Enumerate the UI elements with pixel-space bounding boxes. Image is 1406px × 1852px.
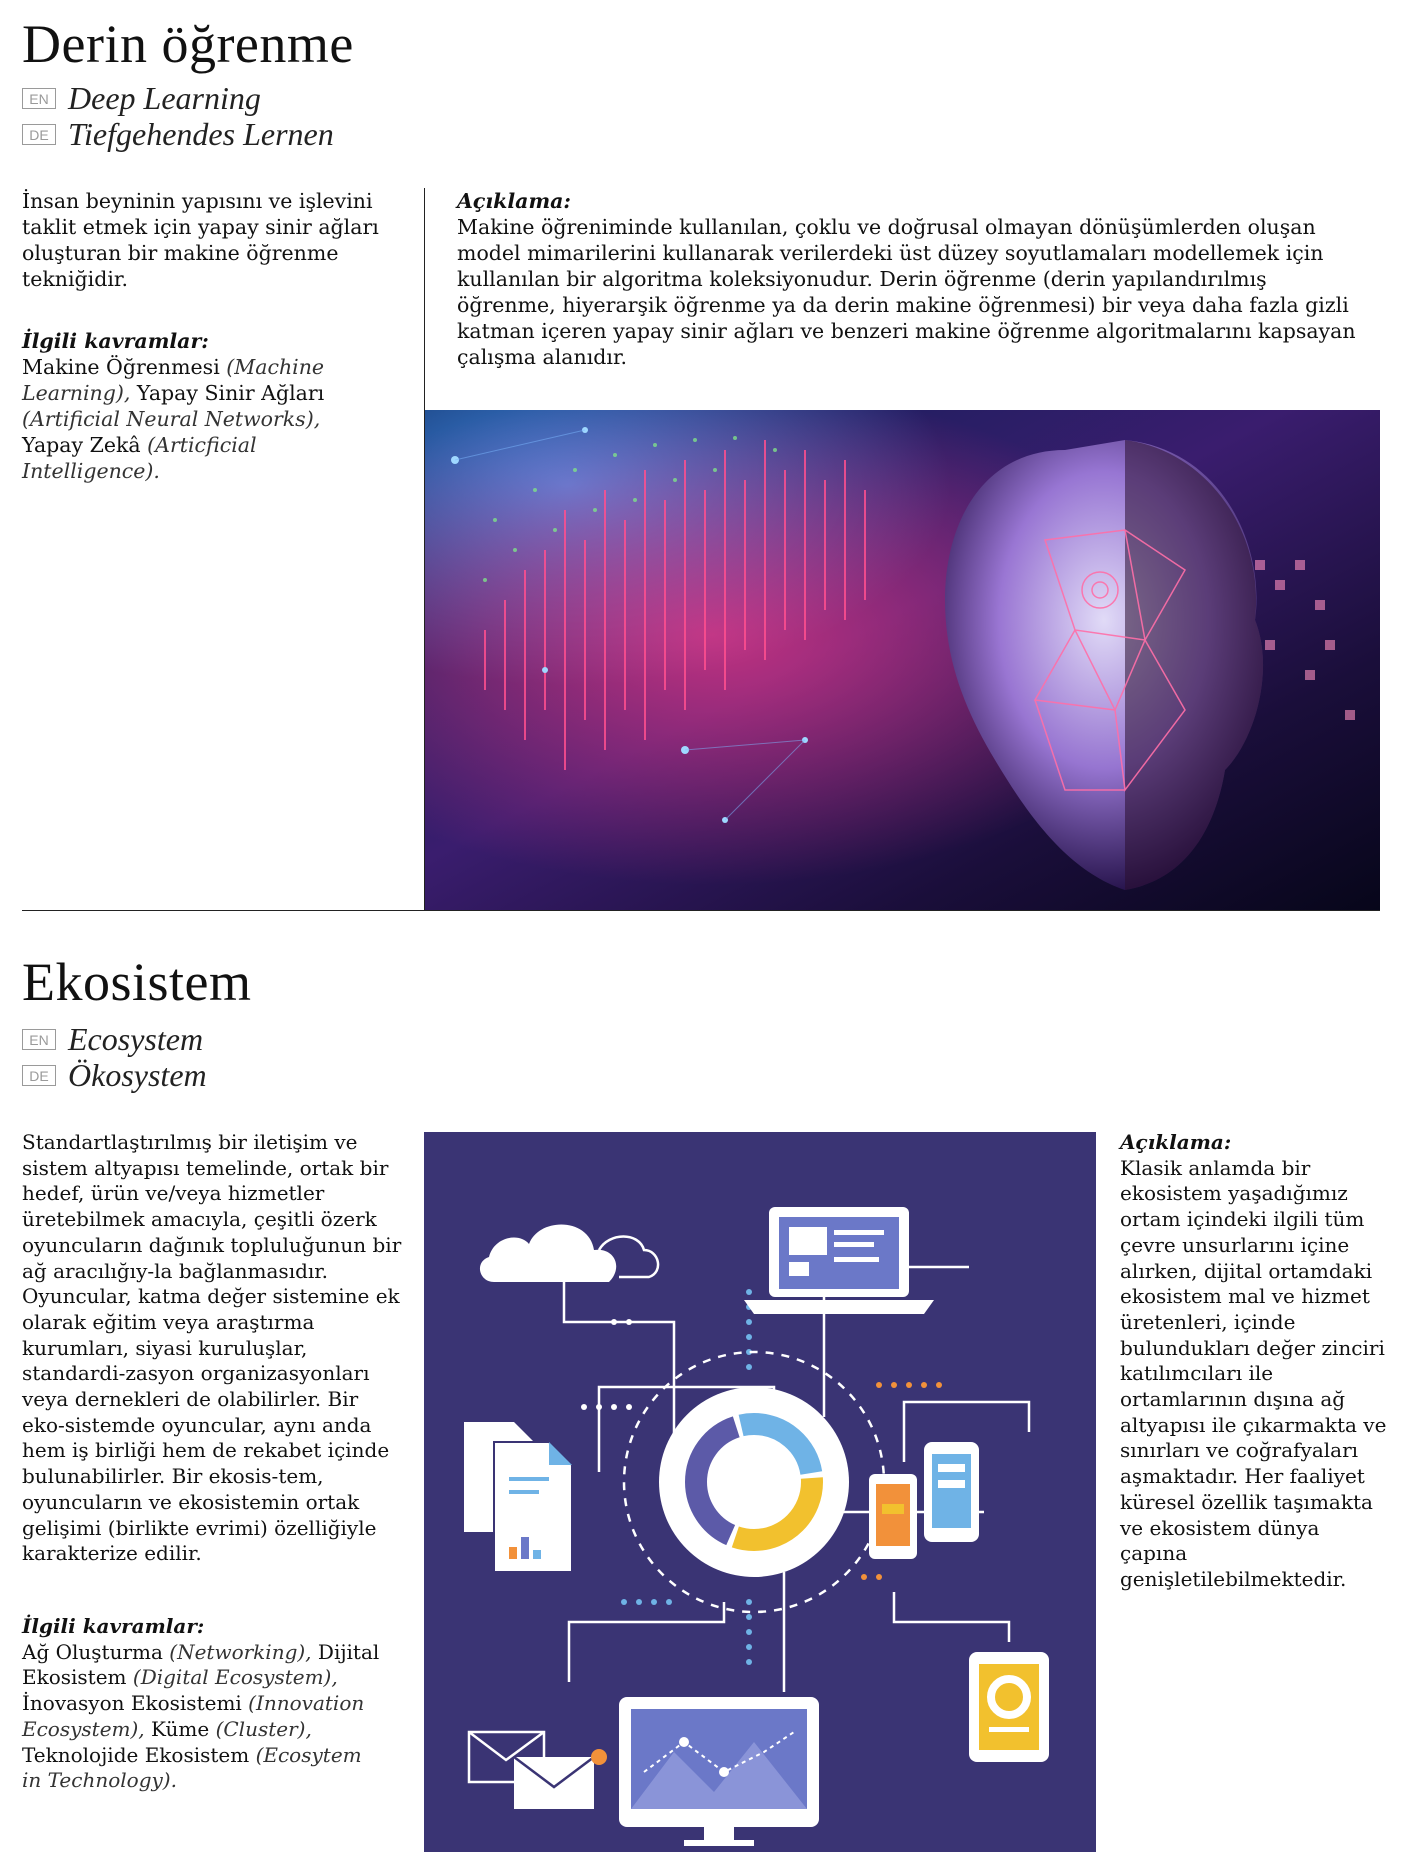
ai-face-illustration [425, 410, 1380, 910]
related-term: Makine Öğrenmesi [22, 355, 220, 379]
ecosystem-illustration [424, 1132, 1096, 1852]
entry1-title: Derin öğrenme [22, 14, 354, 74]
entry2-explain-label: Açıklama: [1120, 1130, 1232, 1154]
related-term: Yapay Zekâ [22, 433, 141, 457]
related-alt: (Machine Learning), [22, 355, 325, 405]
section-divider [22, 910, 1380, 911]
related-alt: (Digital Ecosystem), [126, 1665, 338, 1690]
entry2-de-term: Ökosystem [68, 1056, 207, 1093]
de-tag: DE [22, 1065, 56, 1086]
related-term: Teknolojide Ekosistem [22, 1742, 250, 1767]
entry1-definition: İnsan beyninin yapısını ve işlevini taklit etmek için yapay sinir ağları oluşturan bir makine öğrenme tekniğidir. [22, 189, 379, 291]
related-alt: (Innovation Ecosystem), [22, 1691, 365, 1741]
entry1-de-row [22, 116, 334, 152]
entry1-explanation: Makine öğreniminde kullanılan, çoklu ve doğrusal olmayan dönüşümlerden oluşan model mimarilerini kullanarak verilerdeki üst düzey soyutlamaları modellemek için kullanılan bir algoritma koleksiyonudur. Derin öğrenme (derin yapılandırılmış öğrenme, hiyerarşik öğrenme ya da derin makine öğrenmesi) bir veya daha fazla gizli katman içeren yapay sinir ağları ve benzeri makine öğrenme algoritmalarını kapsayan çalışma alanıdır. [457, 215, 1356, 369]
entry2-definition: Standartlaştırılmış bir iletişim ve sistem altyapısı temelinde, ortak bir hedef, ürün ve/veya hizmetler üretebilmek amacıyla, çeşitli özerk oyuncuların dağınık topluluğunun bir ağ aracılığıy-la bağlanmasıdır. Oyuncular, katma değer sistemine ek olarak eğitim veya araştırma kurumları, siyasi kuruluşlar, standardi-zasyon organizasyonları veya dernekleri de olabilirler. Bir eko-sistemde oyuncular, aynı anda hem iş birliği hem de rekabet içinde bulunabilirler. Bir ekosis-tem, oyuncuların ve ekosistemin ortak gelişimi (birlikte evrimi) özelliğiyle karakterize edilir. [22, 1130, 402, 1566]
related-alt: (Cluster), [209, 1716, 312, 1741]
entry2-en-row [22, 1021, 207, 1057]
entry2-related-list [22, 1640, 382, 1794]
related-term: Küme [151, 1716, 210, 1741]
related-alt: (Ecosytem in Technology). [22, 1742, 362, 1793]
entry2-en-term: Ecosystem [68, 1020, 204, 1057]
related-term: Yapay Sinir Ağları [136, 381, 325, 405]
entry2-related-label: İlgili kavramlar: [22, 1614, 205, 1638]
related-term: Ağ Oluşturma [22, 1639, 163, 1664]
entry1-en-row [22, 80, 334, 116]
related-alt: (Articficial Intelligence). [22, 433, 257, 483]
entry2-explanation: Klasik anlamda bir ekosistem yaşadığımız ortam içindeki ilgili tüm çevre unsurlarını içine alırken, dijital ortamdaki ekosistem mal ve hizmet üretenleri, içinde bulundukları değer zinciri katılımcıları ile ortamlarının dışına ağ altyapısı ile çıkarmakta ve sınırları ve coğrafyaları aşmaktadır. Her faaliyet küresel özellik taşımakta ve ekosistem dünya çapına genişletilebilmektedir. [1120, 1155, 1387, 1591]
entry2-title: Ekosistem [22, 952, 252, 1012]
entry1-translations [22, 80, 334, 152]
related-term: İnovasyon Ekosistemi [22, 1691, 242, 1716]
related-term: Dijital Ekosistem [22, 1639, 380, 1690]
related-alt: (Artificial Neural Networks), [22, 407, 321, 431]
de-tag: DE [22, 124, 56, 145]
entry2-de-row [22, 1057, 207, 1093]
entry2-translations [22, 1021, 207, 1093]
entry1-en-term: Deep Learning [68, 79, 261, 116]
entry1-explain-label: Açıklama: [457, 189, 571, 213]
en-tag: EN [22, 1029, 56, 1050]
entry1-explanation-block [457, 188, 1357, 370]
entry1-de-term: Tiefgehendes Lernen [68, 115, 334, 152]
entry1-related [22, 328, 384, 484]
ecosystem-image [424, 1132, 1096, 1852]
entry1-related-list [22, 354, 384, 484]
entry2-explanation-block [1120, 1130, 1390, 1593]
related-alt: (Networking), [162, 1639, 318, 1664]
en-tag: EN [22, 88, 56, 109]
entry2-related [22, 1614, 382, 1794]
ai-face-image [425, 410, 1380, 910]
entry1-related-label: İlgili kavramlar: [22, 329, 209, 353]
